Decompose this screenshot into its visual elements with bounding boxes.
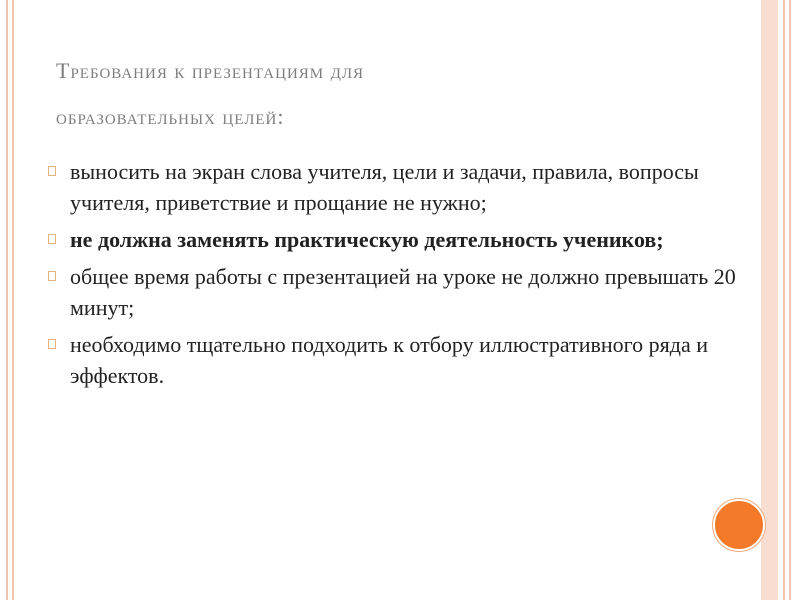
title-line-2: образовательных целей: (56, 104, 285, 129)
bullet-marker-icon (48, 166, 56, 176)
title-line-1: Требования к презентациям для (56, 58, 365, 83)
bullet-marker-icon (48, 271, 56, 281)
bullet-text: необходимо тщательно подходить к отбору иллюстративного ряда и эффектов. (70, 332, 708, 388)
bullet-text: общее время работы с презентацией на уроке не должно превышать 20 минут; (70, 264, 736, 320)
slide-title (56, 48, 736, 140)
bullet-marker-icon (48, 234, 56, 244)
bullet-item (48, 224, 738, 255)
left-border-line-inner (12, 0, 14, 600)
right-border-bar (761, 0, 778, 600)
right-border-line (783, 0, 785, 600)
bullet-text: выносить на экран слова учителя, цели и задачи, правила, вопросы учителя, приветствие и прощание не нужно; (70, 159, 699, 215)
bullet-text: не должна заменять практическую деятельность учеников; (70, 227, 664, 252)
orange-circle-decoration (713, 499, 765, 551)
bullet-item (48, 156, 738, 218)
right-border-line-outer (789, 0, 791, 600)
bullet-marker-icon (48, 339, 56, 349)
bullet-item (48, 261, 738, 323)
bullet-list (48, 156, 738, 397)
bullet-item (48, 329, 738, 391)
left-border-line (6, 0, 8, 600)
